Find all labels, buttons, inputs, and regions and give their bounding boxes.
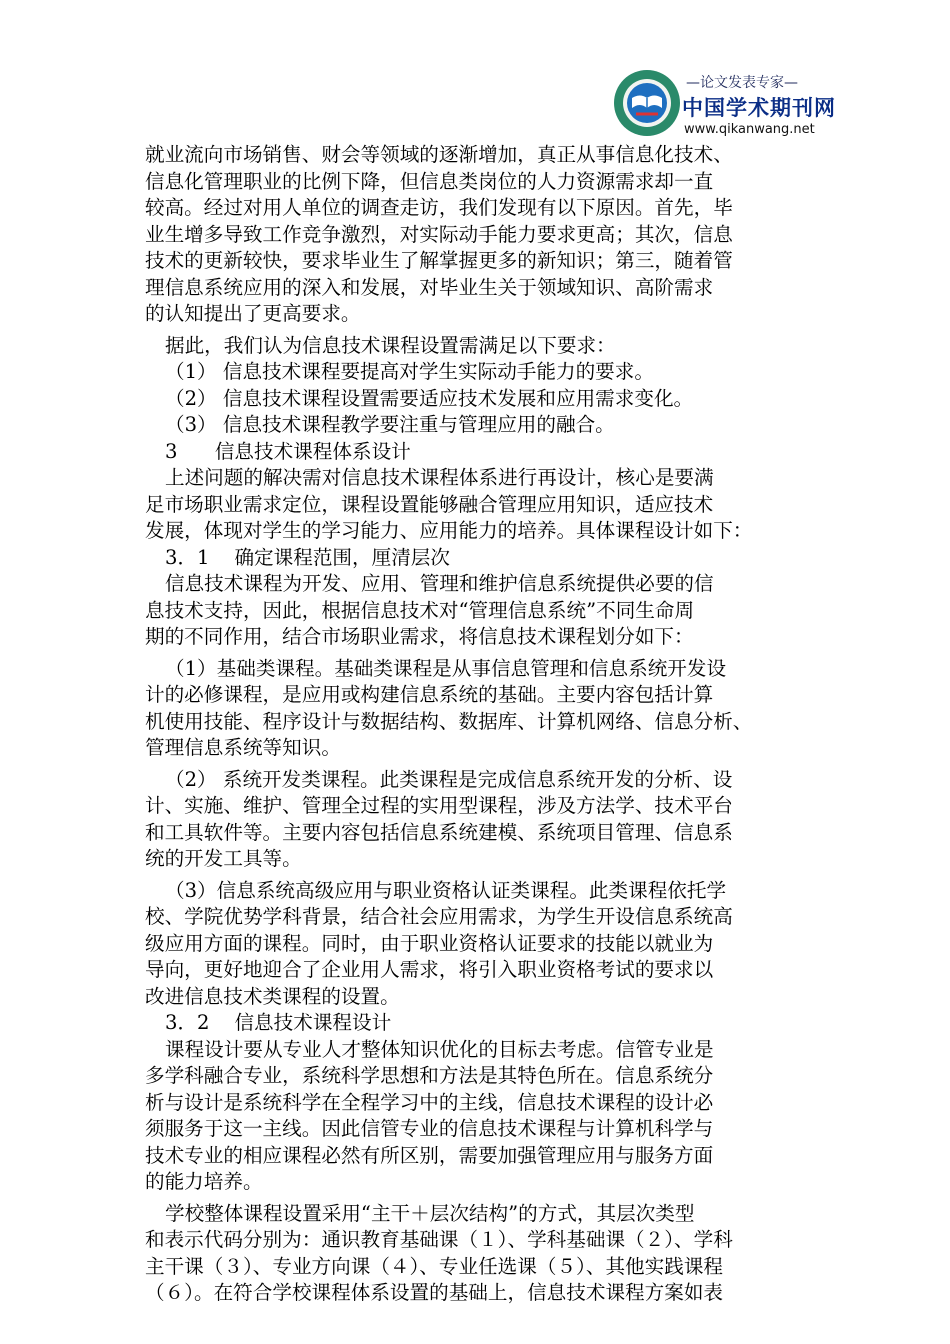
text-line: 和表示代码分别为：通识教育基础课（１）、学科基础课（２）、学科 <box>145 1228 733 1251</box>
text-line: 据此，我们认为信息技术课程设置需满足以下要求： <box>165 333 616 357</box>
text-line: 足市场职业需求定位，课程设置能够融合管理应用知识，适应技术 <box>145 492 714 516</box>
text-line: 的认知提出了更高要求。 <box>145 302 361 325</box>
text-line: （2） 系统开发类课程。此类课程是完成信息系统开发的分析、设 <box>165 767 733 791</box>
text-line: 发展，体现对学生的学习能力、应用能力的培养。具体课程设计如下： <box>145 519 753 542</box>
logo-emblem-icon <box>612 68 682 138</box>
text-line: 和工具软件等。主要内容包括信息系统建模、系统项目管理、信息系 <box>145 820 733 844</box>
text-line: 校、学院优势学科背景，结合社会应用需求，为学生开设信息系统高 <box>145 905 733 928</box>
text-line: 的能力培养。 <box>145 1170 263 1193</box>
text-line: 多学科融合专业，系统科学思想和方法是其特色所在。信息系统分 <box>145 1064 714 1087</box>
text-line: 期的不同作用，结合市场职业需求，将信息技术课程划分如下： <box>145 625 694 648</box>
list-item: （1） 信息技术课程要提高对学生实际动手能力的要求。 <box>165 360 654 383</box>
text-line: 技术专业的相应课程必然有所区别，需要加强管理应用与服务方面 <box>145 1143 714 1167</box>
site-logo <box>612 66 836 150</box>
list-item: （3） 信息技术课程教学要注重与管理应用的融合。 <box>165 413 615 436</box>
text-line: 析与设计是系统科学在全程学习中的主线，信息技术课程的设计必 <box>145 1090 714 1114</box>
text-line: 理信息系统应用的深入和发展，对毕业生关于领域知识、高阶需求 <box>145 275 714 299</box>
logo-name: 中国学术期刊网 <box>682 96 836 120</box>
list-item: （2） 信息技术课程设置需要适应技术发展和应用需求变化。 <box>165 386 694 410</box>
text-line: 课程设计要从专业人才整体知识优化的目标去考虑。信管专业是 <box>165 1037 714 1061</box>
document-body <box>145 142 807 1307</box>
text-line: 主干课（３）、专业方向课（４）、专业任选课（５）、其他实践课程 <box>145 1254 724 1278</box>
text-line: 学校整体课程设置采用“主干＋层次结构”的方式，其层次类型 <box>165 1201 695 1225</box>
text-line: 计、实施、维护、管理全过程的实用型课程，涉及方法学、技术平台 <box>145 794 733 817</box>
text-line: 导向，更好地迎合了企业用人需求，将引入职业资格考试的要求以 <box>145 958 714 981</box>
text-line: （６）。在符合学校课程体系设置的基础上，信息技术课程方案如表 <box>145 1281 724 1304</box>
logo-tagline: —论文发表专家— <box>686 75 798 91</box>
text-line: 计的必修课程，是应用或构建信息系统的基础。主要内容包括计算 <box>145 683 714 706</box>
section-heading: 3 信息技术课程体系设计 <box>165 439 411 463</box>
text-line: （3）信息系统高级应用与职业资格认证类课程。此类课程依托学 <box>165 878 727 902</box>
text-line: 信息技术课程为开发、应用、管理和维护信息系统提供必要的信 <box>165 572 714 595</box>
text-line: 信息化管理职业的比例下降，但信息类岗位的人力资源需求却一直 <box>145 169 714 193</box>
text-line: 息技术支持，因此，根据信息技术对“管理信息系统”不同生命周 <box>145 598 695 622</box>
text-line: 改进信息技术类课程的设置。 <box>145 984 400 1008</box>
text-line: 技术的更新较快，要求毕业生了解掌握更多的新知识；第三，随着管 <box>145 249 733 272</box>
text-line: 业生增多导致工作竞争激烈，对实际动手能力要求更高；其次，信息 <box>145 222 733 246</box>
text-line: 统的开发工具等。 <box>145 847 302 870</box>
text-line: （1）基础类课程。基础类课程是从事信息管理和信息系统开发设 <box>165 656 727 680</box>
text-line: 级应用方面的课程。同时，由于职业资格认证要求的技能以就业为 <box>145 931 714 955</box>
text-line: 管理信息系统等知识。 <box>145 736 341 759</box>
logo-url: www.qikanwang.net <box>684 122 815 137</box>
text-line: 较高。经过对用人单位的调查走访，我们发现有以下原因。首先，毕 <box>145 196 733 219</box>
text-line: 机使用技能、程序设计与数据结构、数据库、计算机网络、信息分析、 <box>145 709 753 733</box>
text-line: 上述问题的解决需对信息技术课程体系进行再设计，核心是要满 <box>165 466 714 489</box>
text-line: 就业流向市场销售、财会等领域的逐渐增加，真正从事信息化技术、 <box>145 143 733 166</box>
text-line: 须服务于这一主线。因此信管专业的信息技术课程与计算机科学与 <box>145 1117 714 1140</box>
subsection-heading: 3．1 确定课程范围，厘清层次 <box>165 545 450 569</box>
subsection-heading: 3．2 信息技术课程设计 <box>165 1011 392 1034</box>
